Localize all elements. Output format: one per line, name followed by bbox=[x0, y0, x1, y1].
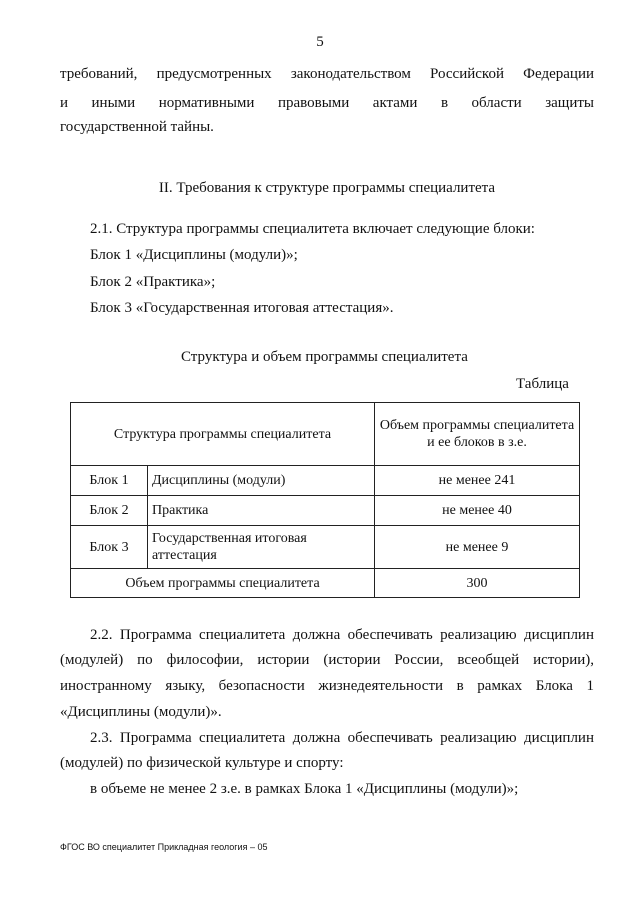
table-label: Таблица bbox=[516, 376, 569, 392]
clause-2-1-item-2: Блок 2 «Практика»; bbox=[90, 274, 216, 290]
clause-2-2-line-3: иностранному языку, безопасности жизнедеятельности в рамках Блока 1 bbox=[60, 678, 594, 694]
intro-line-3: государственной тайны. bbox=[60, 119, 214, 135]
clause-2-2-line-4: «Дисциплины (модули)». bbox=[60, 704, 222, 720]
header-volume-cell: Объем программы специалитета и ее блоков в з.е. bbox=[375, 403, 580, 466]
table-header-row bbox=[71, 403, 580, 466]
clause-2-3-line-1: 2.3. Программа специалитета должна обеспечивать реализацию дисциплин bbox=[90, 730, 594, 746]
volume-cell: не менее 40 bbox=[375, 496, 580, 526]
table-row bbox=[71, 496, 580, 526]
clause-2-2-line-2: (модулей) по философии, истории (истории России, всеобщей истории), bbox=[60, 652, 594, 668]
table-row bbox=[71, 526, 580, 569]
program-structure-table bbox=[70, 402, 580, 598]
intro-line-1: требований, предусмотренных законодательством Российской Федерации bbox=[60, 66, 594, 82]
page-number: 5 bbox=[316, 34, 324, 50]
table-row bbox=[71, 466, 580, 496]
clause-2-1-item-1: Блок 1 «Дисциплины (модули)»; bbox=[90, 247, 298, 263]
total-label-cell: Объем программы специалитета bbox=[71, 569, 375, 598]
block-name-cell: Дисциплины (модули) bbox=[148, 466, 375, 496]
clause-2-1-intro: 2.1. Структура программы специалитета включает следующие блоки: bbox=[90, 221, 535, 237]
block-cell: Блок 1 bbox=[71, 466, 148, 496]
page-footer: ФГОС ВО специалитет Прикладная геология – 05 bbox=[60, 842, 268, 852]
clause-2-3-line-2: (модулей) по физической культуре и спорту: bbox=[60, 755, 344, 771]
block-name-cell: Государственная итоговая аттестация bbox=[148, 526, 375, 569]
clause-2-1-item-3: Блок 3 «Государственная итоговая аттестация». bbox=[90, 300, 394, 316]
header-structure-cell: Структура программы специалитета bbox=[71, 403, 375, 466]
total-value-cell: 300 bbox=[375, 569, 580, 598]
table-total-row bbox=[71, 569, 580, 598]
intro-line-2: и иными нормативными правовыми актами в области защиты bbox=[60, 95, 594, 111]
volume-cell: не менее 9 bbox=[375, 526, 580, 569]
volume-cell: не менее 241 bbox=[375, 466, 580, 496]
block-cell: Блок 2 bbox=[71, 496, 148, 526]
block-cell: Блок 3 bbox=[71, 526, 148, 569]
clause-2-3-line-3: в объеме не менее 2 з.е. в рамках Блока 1 «Дисциплины (модули)»; bbox=[90, 781, 519, 797]
block-name-cell: Практика bbox=[148, 496, 375, 526]
table-title: Структура и объем программы специалитета bbox=[181, 349, 468, 365]
section-heading: II. Требования к структуре программы специалитета bbox=[158, 180, 496, 196]
clause-2-2-line-1: 2.2. Программа специалитета должна обеспечивать реализацию дисциплин bbox=[90, 627, 594, 643]
